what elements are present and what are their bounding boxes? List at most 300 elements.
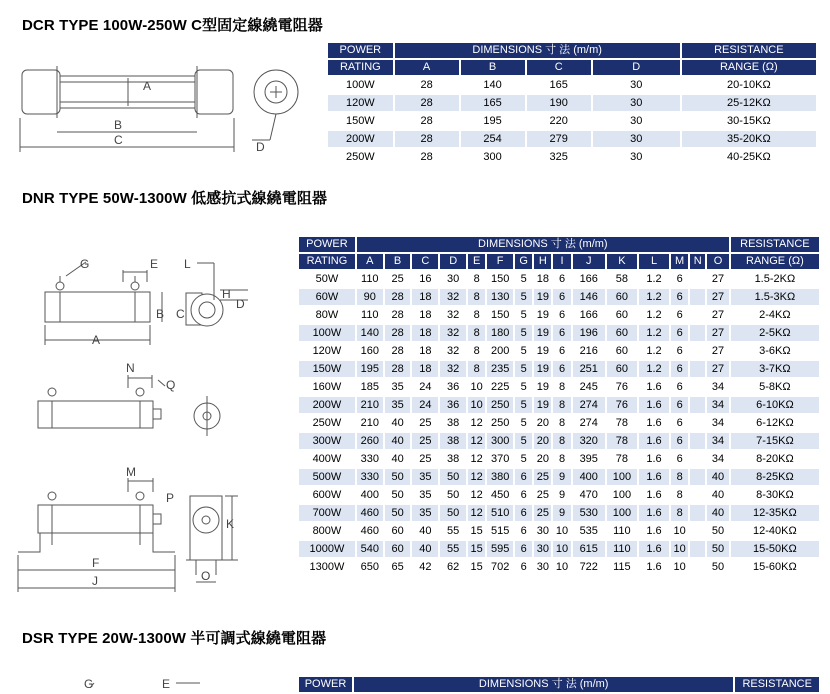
table-cell: 6 bbox=[515, 469, 532, 485]
table-cell: 27 bbox=[711, 345, 725, 357]
dnr-label-j: J bbox=[92, 574, 98, 588]
table-cell: 200W bbox=[328, 131, 393, 147]
table-cell: 25 bbox=[534, 469, 551, 485]
table-cell: 60 bbox=[607, 361, 637, 377]
table-cell: 19 bbox=[534, 361, 551, 377]
table-row bbox=[299, 415, 819, 431]
table-cell: 1.2 bbox=[646, 345, 662, 357]
table-cell: 8-20KΩ bbox=[756, 453, 794, 465]
table-cell: 250W bbox=[345, 151, 375, 163]
table-cell: 6 bbox=[553, 361, 570, 377]
dnr-label-k: K bbox=[226, 517, 235, 531]
table-cell: 650 bbox=[360, 561, 379, 573]
table-cell: 40 bbox=[707, 469, 728, 485]
table-cell: 100 bbox=[607, 505, 637, 521]
table-cell: 530 bbox=[573, 505, 605, 521]
table-cell: 38 bbox=[440, 433, 466, 449]
table-cell: 800W bbox=[312, 525, 342, 537]
table-cell: 6 bbox=[520, 489, 527, 501]
table-cell: 2-5KΩ bbox=[731, 325, 819, 341]
table-cell: 166 bbox=[579, 273, 598, 285]
dnr-col-m: M bbox=[671, 254, 688, 269]
table-cell: 110 bbox=[361, 273, 379, 285]
table-cell: 12-35KΩ bbox=[731, 505, 819, 521]
table-cell: 50 bbox=[385, 505, 411, 521]
dsr-header-power: POWER bbox=[299, 677, 352, 692]
table-cell bbox=[690, 523, 705, 539]
table-cell: 5 bbox=[520, 381, 527, 393]
table-cell: 1.6 bbox=[639, 433, 669, 449]
table-cell bbox=[690, 451, 705, 467]
table-row bbox=[299, 361, 819, 377]
table-cell: 600W bbox=[312, 489, 342, 501]
table-cell: 28 bbox=[385, 289, 411, 305]
table-cell: 100 bbox=[612, 489, 632, 501]
table-cell: 274 bbox=[579, 417, 598, 429]
table-cell: 120W bbox=[312, 345, 342, 357]
table-cell: 30 bbox=[630, 79, 643, 91]
dsr-label-g: G bbox=[84, 677, 94, 688]
table-row bbox=[299, 505, 819, 521]
table-cell: 19 bbox=[536, 381, 549, 393]
dnr-col-i: I bbox=[553, 254, 570, 269]
table-cell: 1.6 bbox=[646, 489, 662, 501]
dcr-col-b: B bbox=[461, 60, 525, 75]
table-cell: 8 bbox=[473, 345, 480, 357]
table-cell: 330 bbox=[357, 469, 383, 485]
table-cell: 12 bbox=[470, 417, 483, 429]
table-cell bbox=[690, 487, 705, 503]
table-cell: 3-6KΩ bbox=[759, 345, 791, 357]
table-cell: 19 bbox=[534, 289, 551, 305]
dnr-label-n: N bbox=[126, 361, 135, 375]
table-cell: 5 bbox=[520, 309, 527, 321]
table-cell bbox=[690, 505, 705, 521]
table-cell: 25 bbox=[391, 273, 404, 285]
table-cell: 250 bbox=[490, 417, 510, 429]
table-row bbox=[299, 397, 819, 413]
table-cell: 30 bbox=[534, 541, 551, 557]
table-cell: 32 bbox=[440, 289, 466, 305]
table-cell: 6 bbox=[520, 561, 527, 573]
table-cell: 28 bbox=[420, 115, 433, 127]
table-row bbox=[299, 343, 819, 359]
dnr-label-b: B bbox=[156, 307, 165, 321]
table-cell: 450 bbox=[490, 489, 510, 501]
table-cell: 28 bbox=[395, 95, 459, 111]
dnr-label-a: A bbox=[92, 333, 101, 347]
dnr-col-e: E bbox=[468, 254, 485, 269]
table-cell: 50 bbox=[711, 525, 725, 537]
table-cell: 380 bbox=[487, 469, 513, 485]
table-cell: 15-60KΩ bbox=[753, 561, 797, 573]
table-cell: 19 bbox=[536, 309, 549, 321]
dnr-header-range: RANGE (Ω) bbox=[731, 254, 819, 269]
table-cell: 200W bbox=[299, 397, 355, 413]
table-row bbox=[299, 307, 819, 323]
dnr-col-n: N bbox=[690, 254, 705, 269]
dnr-col-k: K bbox=[607, 254, 637, 269]
table-cell: 30 bbox=[593, 131, 680, 147]
table-cell: 1.6 bbox=[639, 469, 669, 485]
table-cell: 1.6 bbox=[646, 525, 662, 537]
dsr-spec-table bbox=[297, 675, 821, 694]
table-cell: 1.2 bbox=[646, 309, 662, 321]
table-cell: 6 bbox=[676, 417, 683, 429]
table-cell: 5 bbox=[520, 273, 527, 285]
table-cell: 6-12KΩ bbox=[756, 417, 794, 429]
table-cell: 100W bbox=[345, 79, 375, 91]
table-cell: 32 bbox=[440, 361, 466, 377]
dnr-col-d: D bbox=[440, 254, 466, 269]
dcr-col-d: D bbox=[593, 60, 680, 75]
table-cell: 18 bbox=[412, 361, 438, 377]
table-cell: 110 bbox=[361, 309, 379, 321]
table-cell: 1.5-3KΩ bbox=[731, 289, 819, 305]
table-cell bbox=[690, 307, 705, 323]
table-cell: 10 bbox=[470, 381, 483, 393]
table-cell: 400 bbox=[360, 489, 379, 501]
table-cell: 55 bbox=[440, 541, 466, 557]
table-cell bbox=[690, 433, 705, 449]
table-cell: 32 bbox=[447, 345, 460, 357]
table-cell: 279 bbox=[527, 131, 591, 147]
table-cell: 700W bbox=[299, 505, 355, 521]
table-cell: 50 bbox=[707, 541, 728, 557]
table-cell: 50 bbox=[711, 561, 725, 573]
table-cell: 6 bbox=[676, 453, 683, 465]
table-cell bbox=[690, 379, 705, 395]
table-cell: 395 bbox=[579, 453, 598, 465]
table-cell: 30 bbox=[630, 115, 643, 127]
table-cell bbox=[690, 559, 705, 575]
table-cell: 1.6 bbox=[646, 453, 662, 465]
table-cell: 460 bbox=[357, 505, 383, 521]
dnr-label-c: C bbox=[176, 307, 185, 321]
table-cell: 6 bbox=[558, 309, 566, 321]
dcr-header-rating: RATING bbox=[328, 60, 393, 75]
dnr-label-g: G bbox=[80, 257, 90, 271]
dnr-label-p: P bbox=[166, 491, 175, 505]
table-cell: 12 bbox=[468, 469, 485, 485]
table-cell: 5-8KΩ bbox=[759, 381, 791, 393]
table-cell: 10 bbox=[673, 561, 686, 573]
table-cell: 2-4KΩ bbox=[759, 309, 791, 321]
table-cell: 60 bbox=[615, 309, 629, 321]
table-cell: 38 bbox=[447, 417, 460, 429]
table-cell: 6 bbox=[558, 345, 566, 357]
table-cell: 8 bbox=[558, 417, 566, 429]
table-cell: 460 bbox=[360, 525, 379, 537]
table-row bbox=[299, 289, 819, 305]
table-cell: 40 bbox=[391, 453, 404, 465]
table-cell: 60 bbox=[615, 345, 629, 357]
dcr-header-range: RANGE (Ω) bbox=[682, 60, 816, 75]
table-cell: 20 bbox=[536, 453, 549, 465]
table-cell: 25 bbox=[536, 489, 549, 501]
table-cell: 470 bbox=[579, 489, 598, 501]
table-cell: 8 bbox=[468, 361, 485, 377]
table-cell: 60 bbox=[607, 289, 637, 305]
table-cell: 6 bbox=[515, 541, 532, 557]
dsr-label-e: E bbox=[162, 677, 171, 688]
table-cell: 60W bbox=[299, 289, 355, 305]
table-cell: 28 bbox=[385, 361, 411, 377]
dnr-section-title: DNR TYPE 50W-1300W 低感抗式線繞電阻器 bbox=[22, 190, 328, 207]
table-cell: 1.6 bbox=[646, 561, 662, 573]
table-cell: 300 bbox=[487, 433, 513, 449]
table-cell bbox=[690, 271, 705, 287]
dnr-header-dimensions: DIMENSIONS 寸 法 (m/m) bbox=[357, 237, 729, 252]
table-cell: 220 bbox=[549, 115, 568, 127]
dcr-label-b: B bbox=[114, 118, 123, 132]
table-cell: 30 bbox=[630, 151, 643, 163]
table-cell: 196 bbox=[573, 325, 605, 341]
table-cell: 32 bbox=[447, 309, 460, 321]
table-cell: 250 bbox=[487, 397, 513, 413]
table-cell: 55 bbox=[447, 525, 460, 537]
table-cell: 40 bbox=[711, 489, 725, 501]
table-cell: 40 bbox=[391, 417, 404, 429]
table-cell: 28 bbox=[395, 131, 459, 147]
table-cell: 510 bbox=[487, 505, 513, 521]
table-cell: 165 bbox=[549, 79, 568, 91]
table-cell: 20-10KΩ bbox=[726, 79, 771, 91]
table-cell: 7-15KΩ bbox=[731, 433, 819, 449]
table-cell: 50 bbox=[385, 469, 411, 485]
table-cell: 250W bbox=[312, 417, 342, 429]
dnr-label-m: M bbox=[126, 465, 136, 479]
table-row bbox=[299, 523, 819, 539]
table-cell: 8 bbox=[553, 433, 570, 449]
table-cell: 5 bbox=[515, 361, 532, 377]
table-cell: 60 bbox=[385, 541, 411, 557]
table-cell: 165 bbox=[461, 95, 525, 111]
table-cell: 9 bbox=[553, 469, 570, 485]
table-cell: 120W bbox=[328, 95, 393, 111]
table-cell: 78 bbox=[615, 453, 629, 465]
table-cell: 42 bbox=[419, 561, 432, 573]
table-cell: 1.6 bbox=[646, 381, 662, 393]
table-cell: 50W bbox=[315, 273, 339, 285]
table-cell: 20 bbox=[534, 433, 551, 449]
table-cell: 6 bbox=[515, 505, 532, 521]
dnr-header-resistance: RESISTANCE bbox=[731, 237, 819, 252]
table-row bbox=[328, 77, 816, 93]
table-cell: 8 bbox=[473, 273, 480, 285]
table-row bbox=[299, 469, 819, 485]
table-cell: 30 bbox=[536, 525, 549, 537]
table-cell: 15 bbox=[470, 561, 483, 573]
table-cell: 722 bbox=[579, 561, 598, 573]
table-cell: 5 bbox=[520, 345, 527, 357]
table-cell: 500W bbox=[299, 469, 355, 485]
table-row bbox=[328, 95, 816, 111]
table-cell: 6-10KΩ bbox=[731, 397, 819, 413]
table-cell: 540 bbox=[357, 541, 383, 557]
table-cell: 50 bbox=[447, 489, 460, 501]
dnr-spec-table bbox=[297, 235, 821, 577]
table-cell bbox=[690, 541, 705, 557]
table-cell: 5 bbox=[515, 433, 532, 449]
table-cell: 160 bbox=[360, 345, 379, 357]
table-cell: 225 bbox=[490, 381, 510, 393]
table-row bbox=[299, 541, 819, 557]
table-cell: 6 bbox=[671, 325, 688, 341]
dcr-header-resistance: RESISTANCE bbox=[682, 43, 816, 58]
table-cell: 6 bbox=[676, 381, 683, 393]
table-cell: 6 bbox=[671, 289, 688, 305]
table-cell: 140 bbox=[483, 79, 502, 91]
table-cell: 150W bbox=[299, 361, 355, 377]
table-cell: 40 bbox=[412, 541, 438, 557]
dnr-col-l: L bbox=[639, 254, 669, 269]
table-cell: 6 bbox=[671, 361, 688, 377]
table-cell: 6 bbox=[676, 273, 683, 285]
table-row bbox=[328, 113, 816, 129]
table-cell: 34 bbox=[711, 417, 725, 429]
table-cell: 1000W bbox=[299, 541, 355, 557]
table-cell: 35-20KΩ bbox=[682, 131, 816, 147]
table-cell: 24 bbox=[419, 381, 432, 393]
dsr-section-title: DSR TYPE 20W-1300W 半可調式線繞電阻器 bbox=[22, 630, 327, 647]
table-cell: 8 bbox=[553, 397, 570, 413]
table-cell: 8-25KΩ bbox=[731, 469, 819, 485]
table-row bbox=[299, 271, 819, 287]
table-cell: 8 bbox=[671, 505, 688, 521]
table-cell: 8 bbox=[676, 489, 683, 501]
table-cell: 10 bbox=[553, 541, 570, 557]
table-cell: 6 bbox=[671, 397, 688, 413]
table-cell: 36 bbox=[447, 381, 460, 393]
table-cell: 36 bbox=[440, 397, 466, 413]
table-cell: 702 bbox=[490, 561, 510, 573]
table-cell: 6 bbox=[520, 525, 527, 537]
dcr-header-dimensions: DIMENSIONS 寸 法 (m/m) bbox=[395, 43, 680, 58]
table-row bbox=[299, 487, 819, 503]
table-cell: 10 bbox=[468, 397, 485, 413]
table-cell: 28 bbox=[391, 345, 404, 357]
table-row bbox=[299, 451, 819, 467]
table-cell: 130 bbox=[487, 289, 513, 305]
table-cell: 40 bbox=[419, 525, 432, 537]
table-cell: 80W bbox=[315, 309, 339, 321]
table-cell: 27 bbox=[707, 361, 728, 377]
table-cell bbox=[690, 361, 705, 377]
table-cell: 38 bbox=[447, 453, 460, 465]
table-cell: 40 bbox=[385, 433, 411, 449]
table-cell: 254 bbox=[461, 131, 525, 147]
table-cell: 5 bbox=[515, 397, 532, 413]
dnr-col-c: C bbox=[412, 254, 438, 269]
table-cell: 40 bbox=[707, 505, 728, 521]
table-cell: 25-12KΩ bbox=[682, 95, 816, 111]
table-cell: 18 bbox=[419, 309, 432, 321]
table-cell: 210 bbox=[357, 397, 383, 413]
table-cell: 10 bbox=[673, 525, 686, 537]
table-cell: 12 bbox=[470, 489, 483, 501]
table-cell: 330 bbox=[360, 453, 379, 465]
table-cell: 32 bbox=[440, 325, 466, 341]
table-cell: 195 bbox=[357, 361, 383, 377]
table-cell: 12 bbox=[468, 433, 485, 449]
table-cell: 78 bbox=[607, 433, 637, 449]
table-cell: 3-7KΩ bbox=[731, 361, 819, 377]
table-cell: 5 bbox=[515, 289, 532, 305]
table-cell bbox=[690, 343, 705, 359]
dnr-label-o: O bbox=[201, 569, 211, 583]
table-cell: 195 bbox=[483, 115, 502, 127]
table-cell: 260 bbox=[357, 433, 383, 449]
table-cell: 76 bbox=[615, 381, 629, 393]
table-cell: 50 bbox=[440, 505, 466, 521]
table-cell: 245 bbox=[579, 381, 598, 393]
table-cell: 18 bbox=[536, 273, 549, 285]
table-cell: 35 bbox=[385, 397, 411, 413]
table-cell: 12-40KΩ bbox=[753, 525, 797, 537]
table-cell: 150 bbox=[490, 273, 510, 285]
table-cell: 535 bbox=[579, 525, 598, 537]
table-cell: 5 bbox=[520, 417, 527, 429]
table-cell: 190 bbox=[527, 95, 591, 111]
table-cell: 8 bbox=[468, 325, 485, 341]
table-row bbox=[299, 559, 819, 575]
table-cell: 8 bbox=[473, 309, 480, 321]
table-cell: 18 bbox=[412, 289, 438, 305]
dnr-col-h: H bbox=[534, 254, 551, 269]
table-cell: 62 bbox=[447, 561, 460, 573]
table-row bbox=[299, 325, 819, 341]
table-cell: 1.2 bbox=[639, 325, 669, 341]
table-cell: 10 bbox=[671, 541, 688, 557]
dcr-header-power: POWER bbox=[328, 43, 393, 58]
dcr-label-a: A bbox=[143, 79, 152, 93]
table-cell: 15 bbox=[468, 541, 485, 557]
table-cell: 100 bbox=[607, 469, 637, 485]
table-row bbox=[299, 379, 819, 395]
dnr-col-a: A bbox=[357, 254, 383, 269]
table-cell: 10 bbox=[555, 561, 569, 573]
dcr-col-c: C bbox=[527, 60, 591, 75]
table-cell: 10 bbox=[555, 525, 569, 537]
table-cell: 34 bbox=[707, 397, 728, 413]
table-cell: 185 bbox=[360, 381, 379, 393]
table-cell: 200 bbox=[490, 345, 510, 357]
table-cell: 40-25KΩ bbox=[726, 151, 771, 163]
dnr-header-rating: RATING bbox=[299, 254, 355, 269]
dnr-label-h: H bbox=[222, 287, 231, 301]
dsr-header-resistance: RESISTANCE bbox=[735, 677, 819, 692]
table-cell bbox=[690, 415, 705, 431]
table-cell: 6 bbox=[676, 309, 683, 321]
table-cell: 150W bbox=[345, 115, 375, 127]
table-cell: 370 bbox=[490, 453, 510, 465]
dcr-section-title: DCR TYPE 100W-250W C型固定線繞電阻器 bbox=[22, 17, 323, 34]
table-cell: 30-15KΩ bbox=[726, 115, 771, 127]
dcr-label-c: C bbox=[114, 133, 123, 147]
table-cell: 50 bbox=[391, 489, 404, 501]
table-cell: 1.2 bbox=[639, 361, 669, 377]
dnr-col-o: O bbox=[707, 254, 728, 269]
table-cell: 140 bbox=[357, 325, 383, 341]
table-cell: 27 bbox=[711, 273, 725, 285]
dcr-col-a: A bbox=[395, 60, 459, 75]
table-cell: 24 bbox=[412, 397, 438, 413]
table-cell: 18 bbox=[419, 345, 432, 357]
table-cell: 6 bbox=[671, 433, 688, 449]
table-cell: 1.6 bbox=[639, 505, 669, 521]
table-cell: 27 bbox=[707, 325, 728, 341]
